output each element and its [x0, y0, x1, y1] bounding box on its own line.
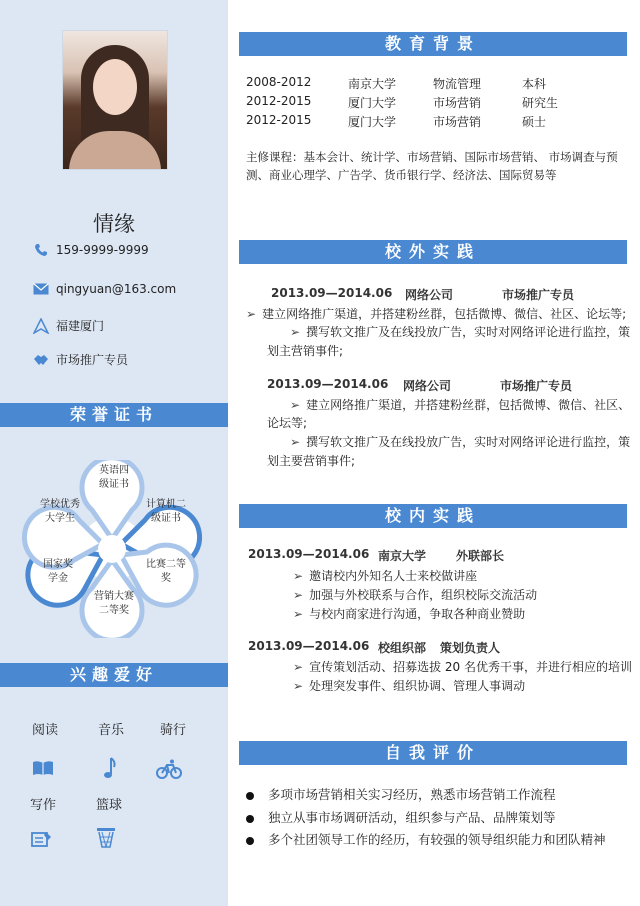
self-eval-item: 独立从事市场调研活动，组织参与产品、品牌策划等 — [246, 808, 556, 826]
contact-position — [32, 351, 128, 368]
ext-org: 网络公司 — [405, 288, 454, 302]
int-item: ➢ 与校内商家进行沟通，争取各种商业赞助 — [293, 607, 526, 621]
hobby-music: 音乐 — [98, 723, 125, 738]
self-eval-item: 多项市场营销相关实习经历，熟悉市场营销工作流程 — [246, 785, 556, 803]
arrow-icon: ➢ — [290, 325, 301, 339]
edu-major: 物流管理 — [433, 77, 482, 91]
basketball-icon — [94, 827, 118, 855]
arrow-icon: ➢ — [246, 307, 257, 321]
courses-line-2: 测、商业心理学、广告学、货币银行学、经济法、国际贸易等 — [246, 168, 557, 182]
int-role: 策划负责人 — [440, 641, 501, 655]
ext-item: ➢ 建立网络推广渠道，并搭建粉丝群，包括微博、微信、社区、 — [290, 398, 631, 412]
honor-label-6: 学校优秀大学生 — [40, 499, 80, 524]
email-icon — [32, 281, 50, 297]
edu-school: 厦门大学 — [348, 96, 397, 110]
arrow-icon: ➢ — [293, 607, 304, 621]
hobby-basketball: 篮球 — [96, 798, 123, 813]
honor-label-1: 英语四级证书 — [99, 465, 129, 490]
int-period: 2013.09—2014.06 — [248, 547, 370, 561]
edu-period: 2008-2012 — [246, 75, 312, 89]
honor-label-3: 比赛二等奖 — [146, 559, 186, 584]
arrow-icon: ➢ — [293, 588, 304, 602]
arrow-icon: ➢ — [290, 435, 301, 449]
arrow-icon: ➢ — [293, 660, 304, 674]
int-org: 校组织部 — [378, 641, 427, 655]
bullet-icon — [246, 815, 254, 823]
arrow-icon: ➢ — [293, 679, 304, 693]
honors-header: 荣誉证书 — [0, 403, 228, 427]
writing-icon — [30, 830, 52, 852]
hobby-cycling: 骑行 — [160, 723, 187, 738]
edu-school: 南京大学 — [348, 77, 397, 91]
ext-item: ➢ 建立网络推广渠道，并搭建粉丝群，包括微博、微信、社区、论坛等; — [246, 307, 627, 321]
edu-major: 市场营销 — [433, 115, 482, 129]
edu-major: 市场营销 — [433, 96, 482, 110]
edu-degree: 硕士 — [522, 115, 547, 129]
location-icon — [32, 318, 50, 334]
contact-email — [32, 281, 176, 297]
arrow-icon: ➢ — [293, 569, 304, 583]
honor-label-2: 计算机二级证书 — [146, 499, 186, 524]
ext-org: 网络公司 — [403, 379, 452, 393]
profile-name: 情缘 — [93, 212, 135, 236]
ext-role: 市场推广专员 — [502, 288, 575, 302]
bicycle-icon — [156, 759, 182, 783]
ext-item: ➢ 撰写软文推广及在线投放广告，实时对网络评论进行监控，策 — [290, 435, 631, 449]
external-header: 校外实践 — [239, 240, 627, 264]
ext-item-cont: 划主营销事件; — [267, 344, 344, 358]
int-org: 南京大学 — [378, 549, 427, 563]
location-text: 福建厦门 — [56, 319, 105, 333]
phone-text: 159-9999-9999 — [56, 243, 149, 257]
honor-label-4: 营销大赛二等奖 — [94, 591, 134, 616]
ext-period: 2013.09—2014.06 — [271, 286, 393, 300]
phone-icon — [32, 242, 50, 258]
hobbies-header: 兴趣爱好 — [0, 663, 228, 687]
honor-label-5: 国家奖学金 — [43, 559, 73, 584]
edu-period: 2012-2015 — [246, 113, 312, 127]
position-text: 市场推广专员 — [56, 353, 129, 367]
int-item: ➢ 加强与外校联系与合作，组织校际交流活动 — [293, 588, 538, 602]
sidebar — [0, 0, 228, 906]
courses-line-1: 主修课程：基本会计、统计学、市场营销、国际市场营销、 市场调查与预 — [246, 150, 618, 164]
ext-role: 市场推广专员 — [500, 379, 573, 393]
hobby-reading: 阅读 — [32, 723, 59, 738]
ext-item-cont: 论坛等; — [267, 416, 308, 430]
int-role: 外联部长 — [456, 549, 505, 563]
bullet-icon — [246, 837, 254, 845]
edu-degree: 本科 — [522, 77, 547, 91]
contact-location — [32, 317, 104, 334]
int-period: 2013.09—2014.06 — [248, 639, 370, 653]
email-text: qingyuan@163.com — [56, 282, 177, 296]
edu-period: 2012-2015 — [246, 94, 312, 108]
int-item: ➢ 处理突发事件、组织协调、管理人事调动 — [293, 679, 526, 693]
hobby-writing: 写作 — [30, 798, 57, 813]
int-item: ➢ 宣传策划活动、招募选拔 20 名优秀干事，并进行相应的培训 — [293, 660, 632, 674]
self-eval-header: 自我评价 — [239, 741, 627, 765]
edu-school: 厦门大学 — [348, 115, 397, 129]
int-item: ➢ 邀请校内外知名人士来校做讲座 — [293, 569, 478, 583]
handshake-icon — [32, 352, 50, 368]
music-icon — [102, 756, 118, 784]
arrow-icon: ➢ — [290, 398, 301, 412]
self-eval-item: 多个社团领导工作的经历，有较强的领导组织能力和团队精神 — [246, 830, 606, 848]
contact-phone — [32, 242, 149, 258]
book-icon — [32, 760, 54, 780]
ext-item: ➢ 撰写软文推广及在线投放广告，实时对网络评论进行监控，策 — [290, 325, 631, 339]
profile-photo — [62, 30, 168, 170]
ext-item-cont: 划主要营销事件; — [267, 454, 356, 468]
edu-degree: 研究生 — [522, 96, 559, 110]
ext-period: 2013.09—2014.06 — [267, 377, 389, 391]
bullet-icon — [246, 792, 254, 800]
internal-header: 校内实践 — [239, 504, 627, 528]
education-header: 教育背景 — [239, 32, 627, 56]
